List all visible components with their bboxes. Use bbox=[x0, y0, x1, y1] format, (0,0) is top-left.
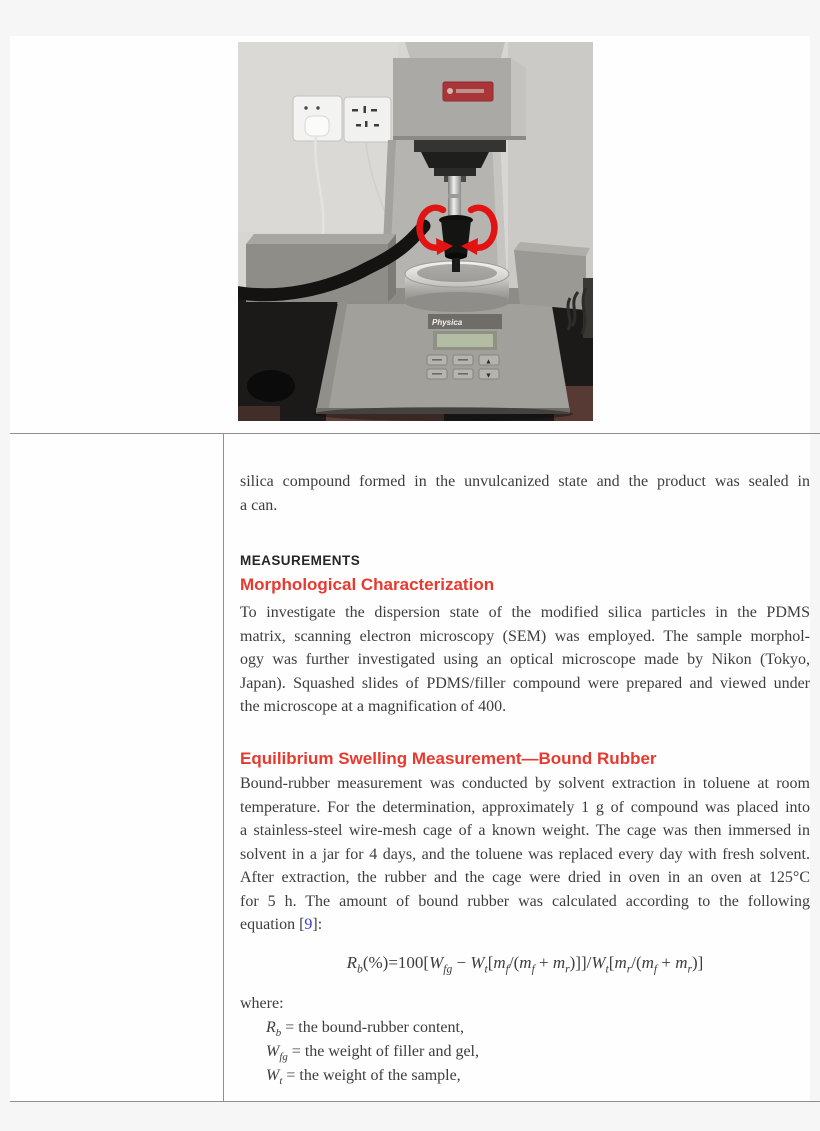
shaft-band bbox=[448, 194, 461, 198]
definition-symbol: $R_b$ bbox=[266, 1019, 282, 1040]
page-bottom-divider bbox=[10, 1101, 820, 1102]
where-label: where: bbox=[240, 995, 284, 1012]
computer-mouse bbox=[247, 370, 295, 402]
paragraph-bound-rubber-lines bbox=[240, 772, 810, 913]
symbol-definition-row: $W_t$ = the weight of the sample, bbox=[266, 1067, 461, 1088]
tower-head-unit bbox=[393, 58, 526, 140]
equipment-photo-figure bbox=[238, 42, 593, 421]
device-brand-label: Physica bbox=[432, 318, 463, 327]
side-box-right bbox=[514, 242, 590, 310]
subheading-morphological-characterization: Morphological Characterization bbox=[240, 575, 495, 594]
citation-prefix: equation [ bbox=[240, 916, 305, 933]
button-up-icon: ▲ bbox=[485, 357, 492, 366]
subheading-equilibrium-swelling: Equilibrium Swelling Measurement—Bound Rubber bbox=[240, 749, 657, 768]
text-line: Bound-rubber measurement was conducted by solvent extraction in toluene at room bbox=[240, 775, 810, 792]
paragraph-intro bbox=[240, 470, 810, 517]
margin-column-divider bbox=[223, 434, 224, 1102]
text-line: temperature. For the determination, approximately 1 g of compound was placed into bbox=[240, 798, 810, 816]
symbol-definition-list bbox=[240, 1016, 810, 1088]
citation-line bbox=[240, 913, 810, 937]
definition-text: the weight of filler and gel, bbox=[304, 1043, 479, 1060]
definition-symbol: $W_t$ bbox=[266, 1067, 283, 1088]
definition-text: the bound-rubber content, bbox=[298, 1019, 464, 1036]
citation-link[interactable]: 9 bbox=[304, 916, 313, 933]
definition-symbol: $W_{fg}$ bbox=[266, 1043, 288, 1064]
citation-suffix: ]: bbox=[312, 916, 323, 933]
text-line: a stainless-steel wire-mesh cage of a known weight. The cage was then immersed in bbox=[240, 822, 810, 839]
section-heading-measurements: MEASUREMENTS bbox=[240, 553, 361, 568]
tower-upper-column bbox=[405, 42, 505, 58]
text-line: matrix, scanning electron microscopy (SEM) was employed. The sample morphol- bbox=[240, 627, 810, 645]
text-line: silica compound formed in the unvulcanized state and the product was sealed in bbox=[240, 473, 810, 490]
bound-rubber-equation: $R_b(\%)=100[W_{fg} - W_t[m_f/(m_f + m_r)]]/W_t[m_r/(m_f + m_r)]$ bbox=[346, 953, 704, 976]
definition-text: the weight of the sample, bbox=[299, 1067, 461, 1084]
button-down-icon: ▼ bbox=[485, 371, 492, 380]
text-line: solvent in a jar for 4 days, and the toluene was replaced every day with fresh solvent. bbox=[240, 845, 810, 863]
symbol-definition-row: $W_{fg}$ = the weight of filler and gel, bbox=[266, 1043, 479, 1064]
text-line: After extraction, the rubber and the cage were dried in oven in an oven at 125°C bbox=[240, 869, 810, 886]
control-panel bbox=[427, 314, 502, 380]
text-line: a can. bbox=[240, 496, 278, 514]
text-line: for 5 h. The amount of bound rubber was calculated according to the following bbox=[240, 892, 810, 910]
text-line: To investigate the dispersion state of the modified silica particles in the PDMS bbox=[240, 604, 810, 621]
bench-left-maroon bbox=[238, 406, 280, 421]
base-shadow bbox=[313, 407, 573, 421]
figure-text-divider bbox=[10, 433, 820, 434]
rheometer-photo-illustration bbox=[238, 42, 593, 421]
lcd-display bbox=[437, 334, 493, 347]
text-line: ogy was further investigated using an optical microscope made by Nikon (Tokyo, bbox=[240, 651, 810, 668]
text-line: the microscope at a magnification of 400. bbox=[240, 698, 507, 715]
paragraph-bound-rubber bbox=[240, 772, 810, 937]
text-line: Japan). Squashed slides of PDMS/filler compound were prepared and viewed under bbox=[240, 674, 810, 692]
symbol-definition-row: $R_b$ = the bound-rubber content, bbox=[266, 1019, 464, 1040]
paragraph-morphology bbox=[240, 601, 810, 719]
